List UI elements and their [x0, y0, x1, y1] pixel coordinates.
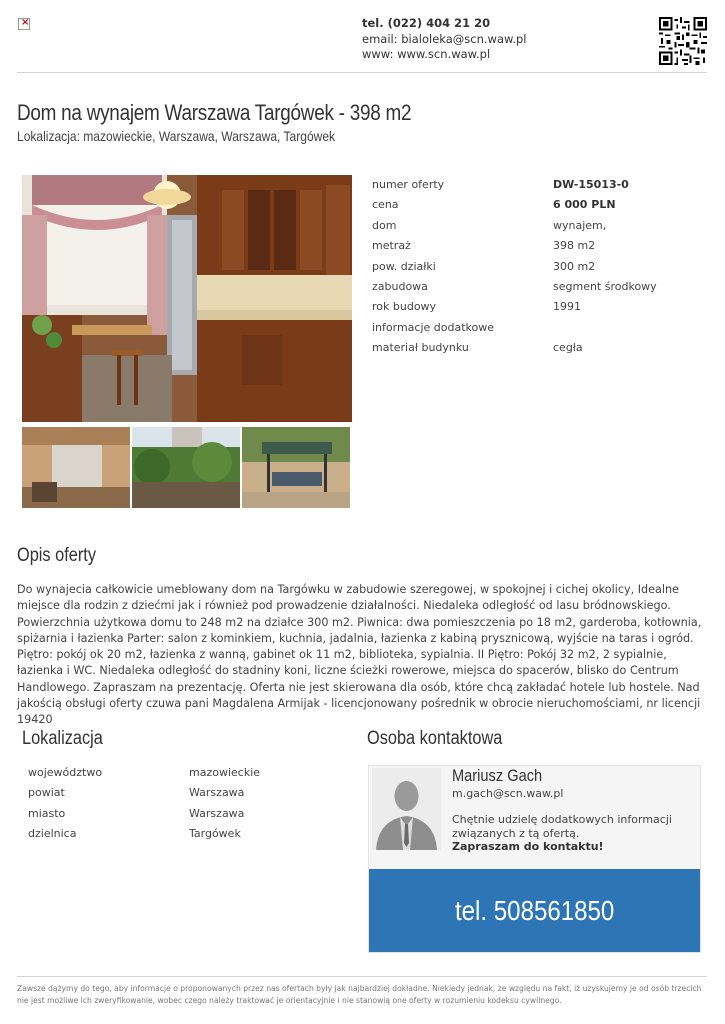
location-row: [28, 766, 260, 786]
agency-website[interactable]: www: www.scn.waw.pl: [362, 47, 491, 61]
contact-heading: Osoba kontaktowa: [367, 728, 503, 749]
thumbnail-photo-2[interactable]: [132, 427, 240, 508]
location-value: Targówek: [189, 827, 241, 841]
details-value: DW-15013-0: [553, 178, 629, 191]
details-value: wynajem,: [553, 218, 607, 232]
thumbnail-photo-3[interactable]: [242, 427, 350, 508]
details-key: cena: [372, 198, 399, 212]
agent-email[interactable]: m.gach@scn.waw.pl: [452, 787, 564, 800]
agency-contact: [362, 16, 527, 63]
agent-phone[interactable]: tel. 508561850: [454, 894, 615, 926]
details-row: [372, 341, 707, 361]
agent-note: [452, 813, 692, 854]
header-divider: [17, 72, 707, 73]
details-row: [372, 260, 707, 280]
details-row: [372, 178, 707, 198]
details-key: pow. działki: [372, 259, 436, 273]
location-value: mazowieckie: [189, 766, 261, 779]
details-value: 300 m2: [553, 259, 596, 273]
location-row: [28, 827, 260, 847]
description-text: Do wynajecia całkowicie umeblowany dom na Targówku w zabudowie szeregowej, w spokojnej i cichej okolicy, Idealne miejsce dla rodzin z dziećmi jak i również pod prowadzenie działalności. Niedaleka odległość od lasu bródnowskiego. Powierzchnia użytkowa domu to 248 m2 na działce 300 m2. Piwnica: dwa pomieszczenia po 18 m2, garderoba, kotłownia, spiżarnia i łazienka Parter: salon z kominkiem, kuchnia, jadalnia, łazienka z kabiną prysznicową, wyjście na taras i ogród. Piętro: pokój ok 20 m2, łazienka z wanną, gabinet ok 11 m2, biblioteka, sypialnia. II Piętro: Pokój 32 m2, 2 sypialnie, łazienka i WC. Niedaleka odległość do stadniny koni, liczne ścieżki rowerowe, miejsca do spacerów, blisko do Centrum Handlowego. Zapraszam na prezentację. Oferta nie jest skierowana dla osób, które chcą zakładać hotele lub hostele. Nad jakością obsługi oferty czuwa pani Magdalena Armijak - licencjonowany pośrednik w obrocie nieruchomościami, nr licencji 19420: [17, 583, 702, 727]
details-row: [372, 300, 707, 320]
details-row: [372, 219, 707, 239]
location-table: [28, 766, 260, 848]
details-key: zabudowa: [372, 279, 428, 293]
agent-name: Mariusz Gach: [452, 766, 543, 785]
listing-location: Lokalizacja: mazowieckie, Warszawa, Warszawa, Targówek: [17, 128, 336, 144]
agent-phone-box[interactable]: [369, 869, 700, 952]
broken-logo-icon: ×: [18, 18, 30, 30]
agent-note-text: Chętnie udzielę dodatkowych informacji związanych z tą ofertą.: [452, 813, 672, 840]
agency-email[interactable]: email: bialoleka@scn.waw.pl: [362, 31, 527, 46]
location-key: województwo: [28, 766, 103, 779]
details-value: 398 m2: [553, 239, 596, 253]
listing-title: Dom na wynajem Warszawa Targówek - 398 m2: [17, 100, 412, 125]
details-row: [372, 280, 707, 300]
details-key: rok budowy: [372, 300, 437, 314]
location-key: powiat: [28, 786, 65, 800]
location-key: dzielnica: [28, 827, 77, 841]
details-key: materiał budynku: [372, 341, 469, 355]
details-value: 1991: [553, 300, 581, 314]
details-row: [372, 198, 707, 218]
location-row: [28, 786, 260, 806]
location-value: Warszawa: [189, 786, 245, 800]
main-photo-kitchen[interactable]: [22, 175, 352, 422]
agent-cta: Zapraszam do kontaktu!: [452, 840, 604, 853]
details-row: [372, 321, 707, 341]
disclaimer: Zawsze dążymy do tego, aby informacje o proponowanych przez nas ofertach były jak najbardziej dokładne. Niekiedy jednak, ze względu na fakt, iż uzyskujemy je od osób trzecich nie jest możliwe ich zweryfikowanie, wobec czego należy traktować je orientacyjnie i nie stanowią one oferty w rozumieniu kodeksu cywilnego.: [17, 984, 702, 1005]
details-key: informacje dodatkowe: [372, 320, 495, 334]
details-row: [372, 239, 707, 259]
location-row: [28, 807, 260, 827]
description-heading: Opis oferty: [17, 545, 97, 566]
details-value: segment środkowy: [553, 279, 657, 293]
footer-divider: [17, 976, 707, 977]
details-value: 6 000 PLN: [553, 198, 616, 212]
details-key: numer oferty: [372, 178, 445, 191]
thumbnail-photo-1[interactable]: [22, 427, 130, 508]
qr-code-icon: [659, 17, 707, 65]
details-key: metraż: [372, 239, 411, 253]
agent-avatar: [372, 768, 441, 850]
agency-phone: tel. (022) 404 21 20: [362, 16, 491, 30]
location-key: miasto: [28, 806, 66, 820]
offer-details: [372, 178, 707, 362]
details-key: dom: [372, 218, 397, 232]
location-heading: Lokalizacja: [22, 728, 103, 749]
details-value: cegła: [553, 341, 583, 355]
location-value: Warszawa: [189, 806, 245, 820]
